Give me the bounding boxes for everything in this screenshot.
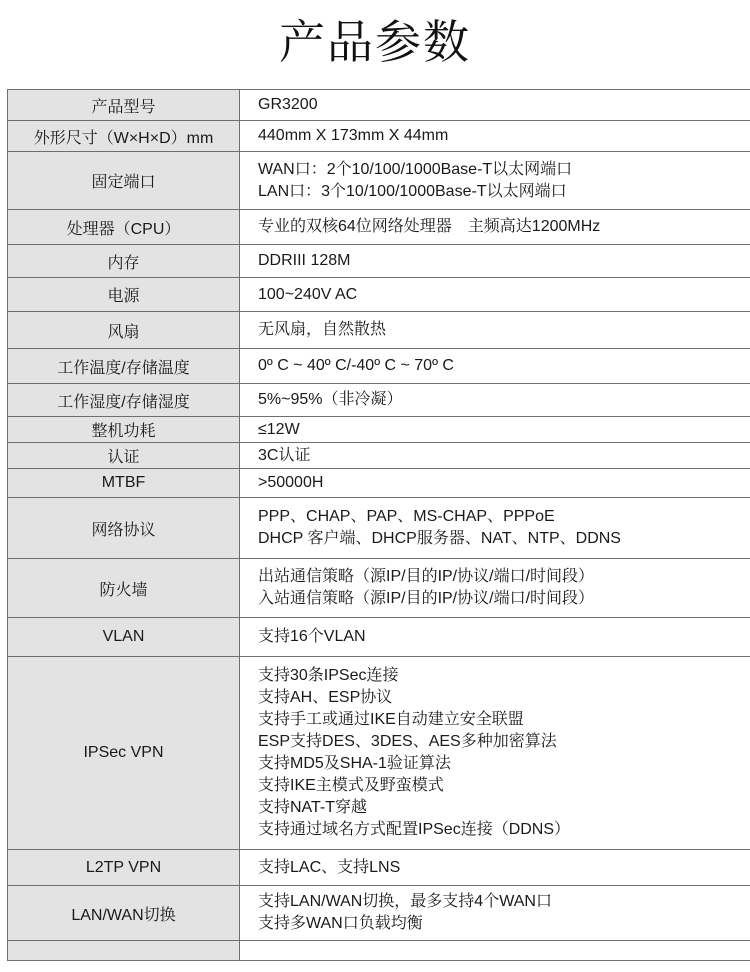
spec-value (240, 245, 750, 277)
spec-row (7, 469, 750, 498)
spec-row (7, 210, 750, 245)
spec-label: LAN/WAN切换 (7, 886, 240, 940)
spec-row (7, 618, 750, 657)
spec-row (7, 90, 750, 121)
spec-value-line: 100~240V AC (258, 285, 358, 303)
spec-row (7, 886, 750, 941)
spec-row (7, 941, 750, 961)
spec-value-line: 支持16个VLAN (258, 628, 366, 645)
spec-label: 工作温度/存储温度 (7, 349, 240, 383)
spec-label: MTBF (7, 469, 240, 497)
spec-value-line: 支持IKE主模式及野蛮模式 (258, 777, 444, 794)
spec-label: 网络协议 (7, 498, 240, 558)
spec-value (240, 90, 750, 120)
spec-value (240, 312, 750, 348)
spec-value-line: 支持LAN/WAN切换，最多支持4个WAN口 (258, 893, 552, 910)
spec-row (7, 384, 750, 417)
spec-value-line: 支持LAC、支持LNS (258, 858, 401, 876)
spec-value (240, 850, 750, 885)
spec-label: 防火墙 (7, 559, 240, 617)
spec-value (240, 152, 750, 209)
spec-label: 电源 (7, 278, 240, 311)
spec-label: 风扇 (7, 312, 240, 348)
spec-value-line: 0º C ~ 40º C/-40º C ~ 70º C (258, 357, 454, 374)
spec-row (7, 850, 750, 886)
spec-label: 处理器（CPU） (7, 210, 240, 244)
spec-label (7, 941, 240, 960)
spec-value (240, 886, 750, 940)
spec-value-line: 支持多WAN口负载均衡 (258, 915, 423, 932)
spec-label: L2TP VPN (7, 850, 240, 885)
spec-table (7, 89, 750, 961)
spec-value (240, 941, 750, 960)
spec-label: 整机功耗 (7, 417, 240, 442)
spec-value-line: 支持AH、ESP协议 (258, 689, 393, 706)
spec-label: VLAN (7, 618, 240, 656)
spec-row (7, 152, 750, 210)
spec-label: 产品型号 (7, 90, 240, 120)
spec-value-line: DHCP 客户端、DHCP服务器、NAT、NTP、DDNS (258, 530, 621, 547)
spec-value-line: >50000H (258, 474, 324, 491)
spec-row (7, 559, 750, 618)
spec-value-line: PPP、CHAP、PAP、MS-CHAP、PPPoE (258, 508, 555, 525)
spec-row (7, 312, 750, 349)
spec-value (240, 657, 750, 849)
spec-value (240, 349, 750, 383)
spec-value-line: 入站通信策略（源IP/目的IP/协议/端口/时间段） (258, 590, 595, 607)
spec-label: 内存 (7, 245, 240, 277)
spec-row (7, 121, 750, 152)
spec-value (240, 210, 750, 244)
spec-value-line: LAN口：3个10/100/1000Base-T以太网端口 (258, 182, 567, 200)
spec-value (240, 417, 750, 442)
spec-row (7, 498, 750, 559)
spec-label: IPSec VPN (7, 657, 240, 849)
spec-row (7, 657, 750, 850)
spec-row (7, 417, 750, 443)
spec-value-line: 无风扇，自然散热 (258, 321, 387, 338)
spec-value-line: 3C认证 (258, 446, 311, 464)
spec-value-line: ≤12W (258, 420, 300, 438)
spec-row (7, 443, 750, 469)
spec-value (240, 443, 750, 468)
spec-value-line: ESP支持DES、3DES、AES多种加密算法 (258, 733, 557, 750)
spec-value (240, 559, 750, 617)
spec-row (7, 245, 750, 278)
spec-label: 工作湿度/存储湿度 (7, 384, 240, 416)
spec-label: 认证 (7, 443, 240, 468)
spec-value-line: GR3200 (258, 96, 318, 113)
spec-value-line: 出站通信策略（源IP/目的IP/协议/端口/时间段） (258, 568, 595, 585)
spec-value (240, 384, 750, 416)
spec-value (240, 618, 750, 656)
spec-value-line: 440mm X 173mm X 44mm (258, 127, 449, 144)
spec-value-line: DDRIII 128M (258, 252, 351, 269)
spec-label: 固定端口 (7, 152, 240, 209)
spec-value-line: 支持手工或通过IKE自动建立安全联盟 (258, 711, 524, 728)
spec-value (240, 469, 750, 497)
spec-value-line: 支持MD5及SHA-1验证算法 (258, 755, 451, 772)
spec-row (7, 349, 750, 384)
spec-value-line: WAN口：2个10/100/1000Base-T以太网端口 (258, 160, 573, 178)
spec-value-line: 支持30条IPSec连接 (258, 667, 399, 684)
spec-value-line: 支持NAT-T穿越 (258, 799, 368, 816)
spec-value (240, 121, 750, 151)
spec-value-line: 5%~95%（非冷凝） (258, 391, 403, 408)
spec-value-line: 专业的双核64位网络处理器 主频高达1200MHz (258, 218, 601, 235)
spec-value (240, 278, 750, 311)
spec-value-line: 支持通过域名方式配置IPSec连接（DDNS） (258, 821, 571, 838)
spec-value (240, 498, 750, 558)
spec-row (7, 278, 750, 312)
spec-label: 外形尺寸（W×H×D）mm (7, 121, 240, 151)
page-title: 产品参数 (279, 16, 471, 68)
